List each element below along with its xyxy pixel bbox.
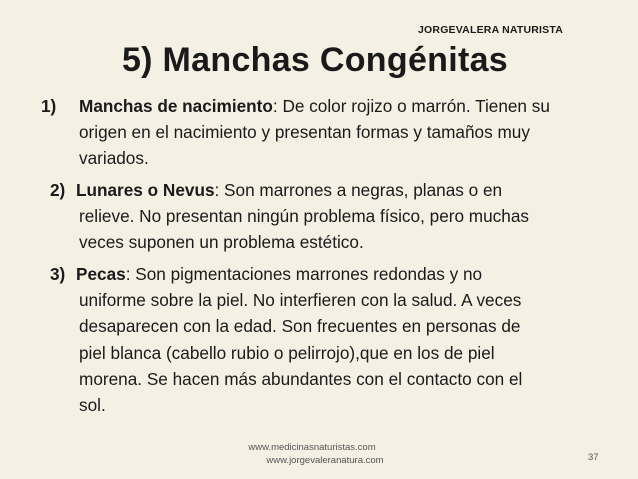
slide-title: 5) Manchas Congénitas	[121, 41, 509, 79]
item-text: desaparecen con la edad. Son frecuentes en personas de	[79, 316, 521, 337]
item-text: : De color rojizo o marrón. Tienen su	[272, 96, 550, 116]
footer-link-jorgevaleranatura[interactable]: www.jorgevaleranatura.com	[266, 455, 384, 466]
item-number: 2)	[50, 180, 66, 200]
item-first-line	[76, 177, 529, 203]
item-term: Lunares o Nevus	[76, 180, 215, 200]
item-number: 3)	[50, 264, 66, 284]
page-number: 37	[588, 452, 599, 463]
item-text: variados.	[79, 148, 149, 169]
item-text: uniforme sobre la piel. No interfieren con la salud. A veces	[79, 290, 522, 311]
item-text: veces suponen un problema estético.	[79, 232, 364, 253]
item-term: Manchas de nacimiento	[79, 96, 273, 116]
item-first-line	[76, 261, 522, 287]
item-text: : Son marrones a negras, planas o en	[214, 180, 503, 200]
item-text: : Son pigmentaciones marrones redondas y no	[125, 264, 483, 284]
item-text: relieve. No presentan ningún problema físico, pero muchas	[79, 206, 529, 227]
item-first-line	[79, 93, 550, 119]
item-text: piel blanca (cabello rubio o pelirrojo),que en los de piel	[79, 342, 495, 363]
item-text: morena. Se hacen más abundantes con el contacto con el	[79, 368, 523, 389]
item-term: Pecas	[76, 264, 126, 284]
header-credit: JORGEVALERA NATURISTA	[418, 24, 563, 36]
item-number: 1)	[41, 96, 57, 116]
item-text: origen en el nacimiento y presentan formas y tamaños muy	[79, 122, 530, 143]
footer-link-medicinasnaturistas[interactable]: www.medicinasnaturistas.com	[248, 442, 376, 453]
item-text: sol.	[79, 395, 106, 416]
footer-links	[232, 441, 392, 467]
